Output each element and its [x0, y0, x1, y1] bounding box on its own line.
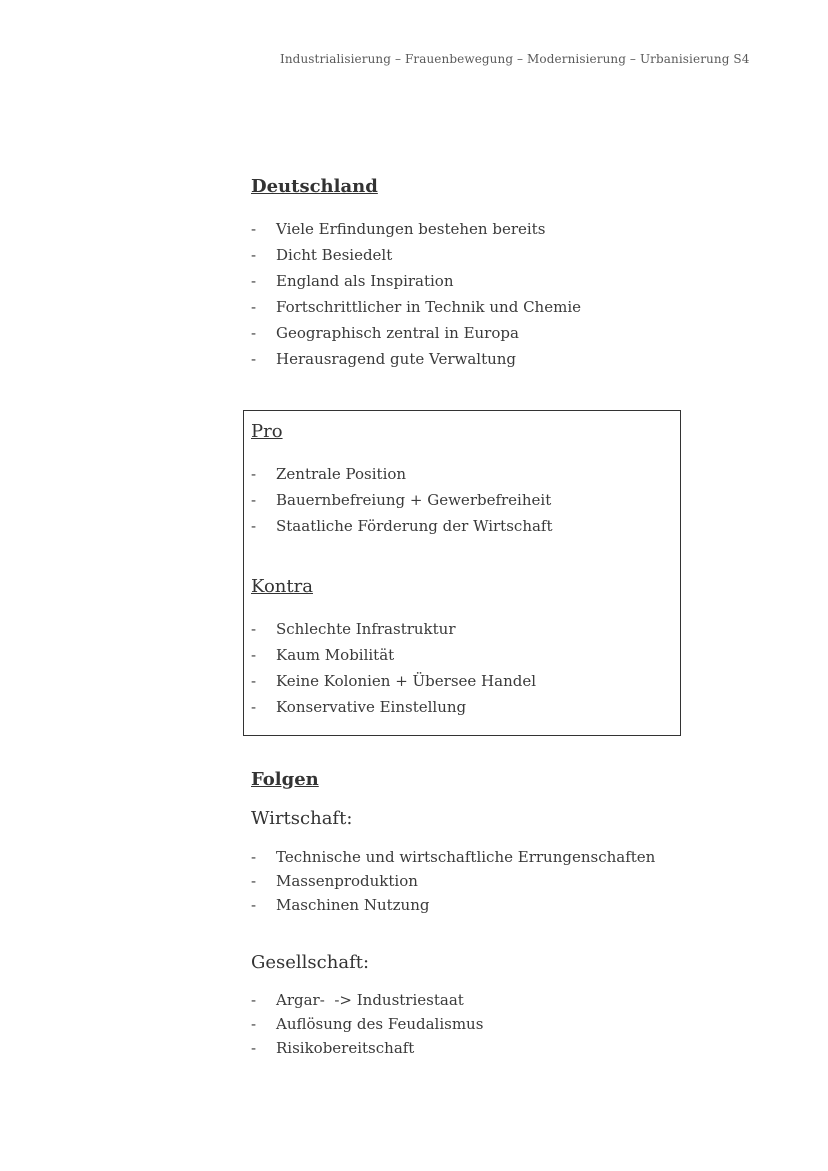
- dash-bullet: -: [251, 698, 257, 716]
- deutschland-list: [251, 216, 581, 372]
- dash-bullet: -: [251, 1015, 257, 1033]
- list-item: - Zentrale Position: [251, 461, 553, 487]
- list-item: - Fortschrittlicher in Technik und Chemie: [251, 294, 581, 320]
- wirtschaft-list: [251, 845, 655, 917]
- list-item: - Kaum Mobilität: [251, 642, 536, 668]
- list-item: - Keine Kolonien + Übersee Handel: [251, 668, 536, 694]
- list-item: - Argar- -> Industriestaat: [251, 988, 483, 1012]
- subsection-title-gesellschaft: Gesellschaft:: [251, 952, 370, 973]
- gesellschaft-list: [251, 988, 483, 1060]
- dash-bullet: -: [251, 298, 257, 316]
- list-item: - Konservative Einstellung: [251, 694, 536, 720]
- dash-bullet: -: [251, 350, 257, 368]
- list-item: - Schlechte Infrastruktur: [251, 616, 536, 642]
- section-title-pro: Pro: [251, 421, 283, 442]
- list-item: - Dicht Besiedelt: [251, 242, 581, 268]
- section-title-deutschland: Deutschland: [251, 176, 378, 197]
- list-item: - Staatliche Förderung der Wirtschaft: [251, 513, 553, 539]
- list-item: - Risikobereitschaft: [251, 1036, 483, 1060]
- dash-bullet: -: [251, 991, 257, 1009]
- section-title-kontra: Kontra: [251, 576, 313, 597]
- list-item: - Maschinen Nutzung: [251, 893, 655, 917]
- list-item: - Bauernbefreiung + Gewerbefreiheit: [251, 487, 553, 513]
- dash-bullet: -: [251, 272, 257, 290]
- dash-bullet: -: [251, 517, 257, 535]
- list-item: - Massenproduktion: [251, 869, 655, 893]
- dash-bullet: -: [251, 491, 257, 509]
- list-item: - England als Inspiration: [251, 268, 581, 294]
- list-item: - Auflösung des Feudalismus: [251, 1012, 483, 1036]
- dash-bullet: -: [251, 896, 257, 914]
- section-title-folgen: Folgen: [251, 769, 319, 790]
- dash-bullet: -: [251, 246, 257, 264]
- list-item: - Technische und wirtschaftliche Errungenschaften: [251, 845, 655, 869]
- dash-bullet: -: [251, 872, 257, 890]
- dash-bullet: -: [251, 465, 257, 483]
- dash-bullet: -: [251, 848, 257, 866]
- list-item: - Geographisch zentral in Europa: [251, 320, 581, 346]
- dash-bullet: -: [251, 646, 257, 664]
- list-item: - Herausragend gute Verwaltung: [251, 346, 581, 372]
- kontra-list: [251, 616, 536, 720]
- dash-bullet: -: [251, 620, 257, 638]
- dash-bullet: -: [251, 220, 257, 238]
- list-item: - Viele Erfindungen bestehen bereits: [251, 216, 581, 242]
- dash-bullet: -: [251, 324, 257, 342]
- subsection-title-wirtschaft: Wirtschaft:: [251, 808, 353, 829]
- page-header: Industrialisierung – Frauenbewegung – Modernisierung – Urbanisierung S4: [280, 52, 750, 66]
- dash-bullet: -: [251, 1039, 257, 1057]
- pro-list: [251, 461, 553, 539]
- dash-bullet: -: [251, 672, 257, 690]
